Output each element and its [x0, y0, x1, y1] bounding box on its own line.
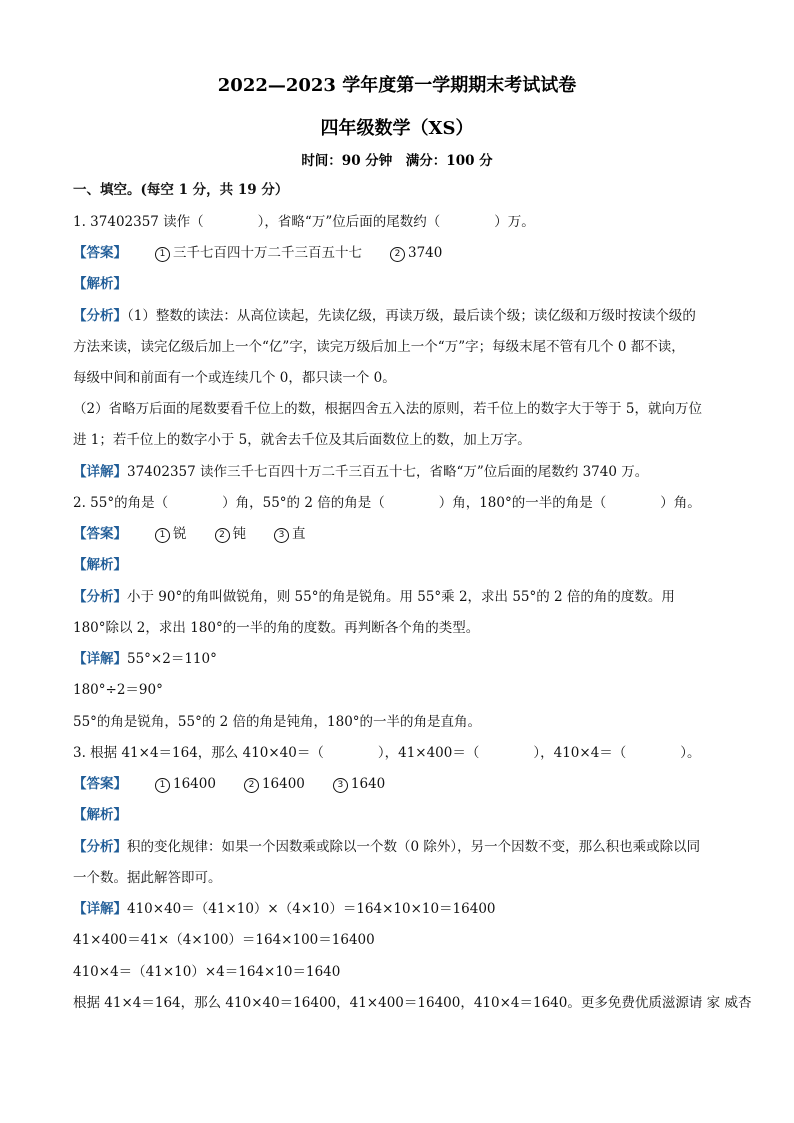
exam-title: 2022—2023 学年度第一学期期末考试试卷	[217, 75, 577, 96]
text-segment: （1）整数的读法：从高位读起，先读亿级，再读万级，最后读个级；读亿级和万级时按读个级的	[127, 308, 696, 324]
question-2: 2. 55°的角是（ ）角，55°的 2 倍的角是（ ）角，180°的一半的角是（ ）角。	[73, 495, 701, 511]
q1-analysis-tag	[73, 275, 733, 293]
section-heading: 一、填空。(每空 1 分，共 19 分）	[73, 182, 289, 198]
q1-fenxi-line: 进 1；若千位上的数字小于 5，就舍去千位及其后面数位上的数，加上万字。	[73, 432, 531, 448]
q2-detail-line	[73, 650, 733, 668]
question-3: 3. 根据 41×4＝164，那么 410×40＝（ ），41×400＝（ ），410×4＝（ ）。	[73, 745, 701, 761]
circled-number: 1	[155, 247, 170, 262]
q3-answer-2: 16400	[261, 776, 305, 792]
q2-answer-2: 钝	[232, 526, 246, 542]
q3-fenxi-line	[73, 838, 733, 856]
detail-tag: 【详解】	[73, 901, 127, 917]
text-segment: 积的变化规律：如果一个因数乘或除以一个数（0 除外），另一个因数不变，那么积也乘或除以同	[127, 839, 701, 855]
answer-tag: 【答案】	[73, 776, 127, 792]
q2-analysis-tag	[73, 556, 733, 574]
text-segment: 1	[155, 778, 170, 793]
q3-fenxi-line: 一个数。据此解答即可。	[73, 870, 222, 886]
q3-analysis-tag	[73, 806, 733, 824]
text-segment: 2	[215, 528, 230, 543]
text-segment: 1	[155, 528, 170, 543]
question-1: 1. 37402357 读作（ ），省略“万”位后面的尾数约（ ）万。	[73, 214, 535, 230]
text-segment: 55°×2＝110°	[127, 651, 217, 667]
text-segment: 2	[244, 778, 259, 793]
fenxi-tag: 【分析】	[73, 839, 127, 855]
q3-work-line: 410×4＝（41×10）×4＝164×10＝1640	[73, 964, 341, 980]
q3-answer-3: 1640	[350, 776, 386, 792]
analysis-tag: 【解析】	[73, 557, 127, 573]
detail-tag: 【详解】	[73, 651, 127, 667]
q1-answer-1: 三千七百四十万二千三百五十七	[173, 245, 362, 261]
text-segment: 3	[274, 528, 289, 543]
q3-work-line: 根据 41×4＝164，那么 410×40＝16400，41×400＝16400，410×4＝1640。更多免费优质滋源请 家 威杏	[73, 995, 752, 1011]
q3-answer-1: 16400	[173, 776, 216, 792]
q2-answer-line	[73, 525, 733, 543]
text-segment: 小于 90°的角叫做锐角，则 55°的角是锐角。用 55°乘 2，求出 55°的 2 倍的角的度数。用	[127, 589, 675, 605]
q2-work-line: 55°的角是锐角，55°的 2 倍的角是钝角，180°的一半的角是直角。	[73, 714, 482, 730]
q1-fenxi-line: 每级中间和前面有一个或连续几个 0，都只读一个 0。	[73, 370, 396, 386]
q1-detail-line	[73, 463, 733, 481]
answer-tag: 【答案】	[73, 245, 127, 261]
analysis-tag: 【解析】	[73, 807, 127, 823]
q2-answer-3: 直	[292, 526, 306, 542]
fenxi-tag: 【分析】	[73, 308, 127, 324]
q1-fenxi-line: 方法来读，读完亿级后加上一个“亿”字，读完万级后加上一个“万”字；每级末尾不管有几个 0 都不读，	[73, 339, 685, 355]
exam-subtitle: 四年级数学（XS）	[320, 118, 474, 139]
q3-answer-line	[73, 775, 733, 793]
circled-number: 2	[390, 247, 405, 262]
text-segment: 37402357 读作三千七百四十万二千三百五十七，省略“万”位后面的尾数约 3740 万。	[127, 464, 649, 480]
q2-fenxi-line: 180°除以 2，求出 180°的一半的角的度数。再判断各个角的类型。	[73, 620, 480, 636]
q1-fenxi-line: （2）省略万后面的尾数要看千位上的数，根据四舍五入法的原则，若千位上的数字大于等于 5，就向万位	[73, 401, 702, 417]
q1-answer-line	[73, 244, 733, 262]
q1-fenxi-line	[73, 307, 733, 325]
q1-answer-2: 3740	[408, 245, 443, 261]
q2-fenxi-line	[73, 588, 733, 606]
answer-tag: 【答案】	[73, 526, 127, 542]
text-segment: 3	[333, 778, 348, 793]
analysis-tag: 【解析】	[73, 276, 127, 292]
exam-info: 时间：90 分钟 满分：100 分	[301, 153, 493, 169]
q2-work-line: 180°÷2＝90°	[73, 682, 163, 698]
q3-detail-line	[73, 900, 733, 918]
fenxi-tag: 【分析】	[73, 589, 127, 605]
q3-work-line: 41×400＝41×（4×100）＝164×100＝16400	[73, 932, 375, 948]
text-segment: 410×40＝（41×10）×（4×10）＝164×10×10＝16400	[127, 901, 496, 917]
detail-tag: 【详解】	[73, 464, 127, 480]
q2-answer-1: 锐	[173, 526, 187, 542]
